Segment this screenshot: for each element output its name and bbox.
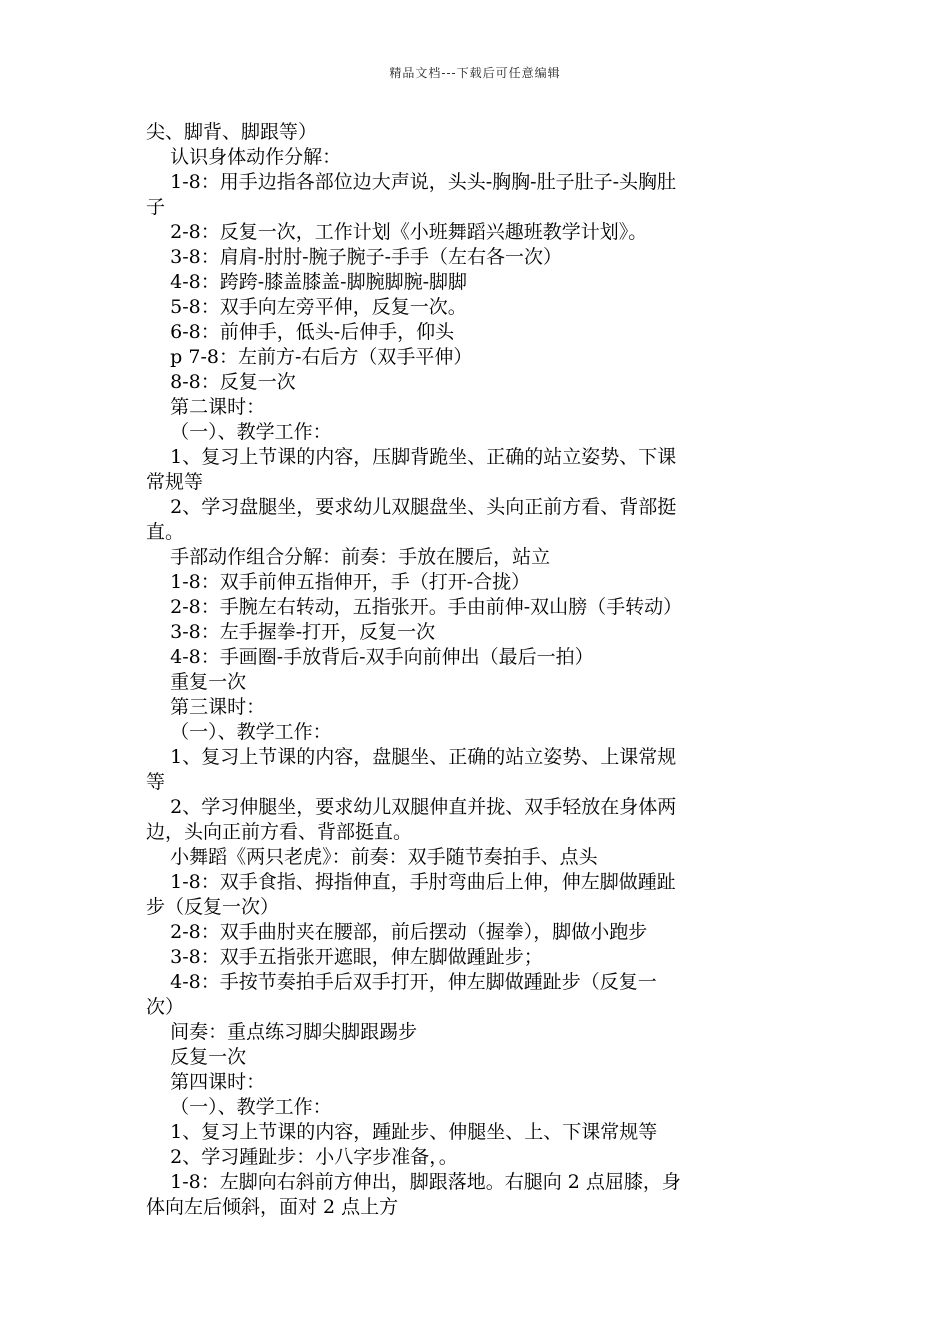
- text-line: 3-8：肩肩-肘肘-腕子腕子-手手（左右各一次）: [146, 246, 563, 268]
- text-line: 1-8：左脚向右斜前方伸出，脚跟落地。右腿向 2 点屈膝，身: [146, 1171, 681, 1193]
- text-line: 4-8：跨跨-膝盖膝盖-脚腕脚腕-脚脚: [146, 271, 468, 293]
- text-line: 1-8：用手边指各部位边大声说，头头-胸胸-肚子肚子-头胸肚: [146, 171, 677, 193]
- text-line: 2-8：反复一次，工作计划《小班舞蹈兴趣班教学计划》。: [146, 221, 648, 243]
- text-line: 小舞蹈《两只老虎》：前奏：双手随节奏拍手、点头: [146, 846, 598, 868]
- text-line: 2、学习踵趾步：小八字步准备，。: [146, 1146, 458, 1168]
- text-line: p 7-8：左前方-右后方（双手平伸）: [146, 346, 473, 368]
- text-line: 2-8：手腕左右转动，五指张开。手由前伸-双山膀（手转动）: [146, 596, 683, 618]
- text-line: 6-8：前伸手，低头-后伸手，仰头: [146, 321, 455, 343]
- text-line: 1、复习上节课的内容，盘腿坐、正确的站立姿势、上课常规: [146, 746, 677, 768]
- text-line: 常规等: [146, 471, 204, 493]
- text-line: 5-8：双手向左旁平伸，反复一次。: [146, 296, 467, 318]
- text-line: （一）、教学工作：: [146, 421, 332, 443]
- text-line: 2、学习伸腿坐，要求幼儿双腿伸直并拢、双手轻放在身体两: [146, 796, 677, 818]
- text-line: （一）、教学工作：: [146, 721, 332, 743]
- text-line: 1、复习上节课的内容，压脚背跪坐、正确的站立姿势、下课: [146, 446, 677, 468]
- text-line: 4-8：手按节奏拍手后双手打开，伸左脚做踵趾步（反复一: [146, 971, 657, 993]
- text-line: 等: [146, 771, 166, 793]
- text-line: 第四课时：: [146, 1071, 266, 1093]
- text-line: 2-8：双手曲肘夹在腰部，前后摆动（握拳），脚做小跑步: [146, 921, 648, 943]
- text-line: 子: [146, 196, 166, 218]
- text-line: 第二课时：: [146, 396, 266, 418]
- text-line: 重复一次: [146, 671, 247, 693]
- text-line: 3-8：双手五指张开遮眼，伸左脚做踵趾步；: [146, 946, 543, 968]
- text-line: 认识身体动作分解：: [146, 146, 342, 168]
- text-line: 1-8：双手前伸五指伸开，手（打开-合拢）: [146, 571, 531, 593]
- text-line: 1、复习上节课的内容，踵趾步、伸腿坐、上、下课常规等: [146, 1121, 658, 1143]
- text-line: （一）、教学工作：: [146, 1096, 332, 1118]
- document-body: [146, 120, 816, 1220]
- text-line: 间奏：重点练习脚尖脚跟踢步: [146, 1021, 418, 1043]
- text-line: 1-8：双手食指、拇指伸直，手肘弯曲后上伸，伸左脚做踵趾: [146, 871, 676, 893]
- page-header: 精品文档---下载后可任意编辑: [389, 66, 561, 80]
- text-line: 直。: [146, 521, 185, 543]
- text-line: 手部动作组合分解：前奏：手放在腰后，站立: [146, 546, 551, 568]
- text-line: 4-8：手画圈-手放背后-双手向前伸出（最后一拍）: [146, 646, 594, 668]
- text-line: 边，头向正前方看、背部挺直。: [146, 821, 413, 843]
- text-line: 8-8：反复一次: [146, 371, 296, 393]
- text-line: 尖、脚背、脚跟等）: [146, 121, 318, 143]
- text-line: 体向左后倾斜，面对 2 点上方: [146, 1196, 399, 1218]
- text-line: 次）: [146, 996, 185, 1018]
- text-line: 步（反复一次）: [146, 896, 280, 918]
- text-line: 2、学习盘腿坐，要求幼儿双腿盘坐、头向正前方看、背部挺: [146, 496, 677, 518]
- text-line: 第三课时：: [146, 696, 266, 718]
- text-line: 反复一次: [146, 1046, 247, 1068]
- text-line: 3-8：左手握拳-打开，反复一次: [146, 621, 436, 643]
